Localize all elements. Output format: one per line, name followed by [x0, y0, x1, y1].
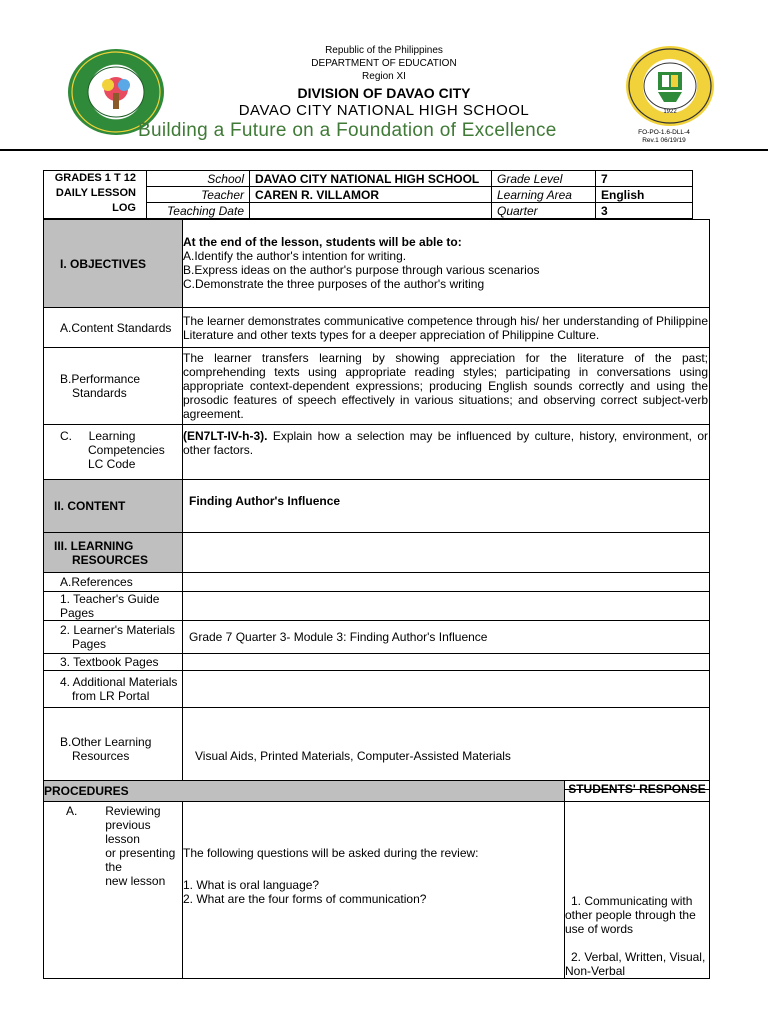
- references-value: [183, 573, 710, 592]
- question-2: 2. What are the four forms of communication?: [183, 892, 427, 906]
- step-letter: A.: [66, 804, 78, 818]
- procedures-table: [43, 780, 710, 979]
- teachers-guide-label: 1. Teacher's Guide Pages: [44, 592, 183, 621]
- objective-c: C.Demonstrate the three purposes of the author's writing: [183, 277, 485, 291]
- students-response-cell: [565, 802, 710, 979]
- learning-area-value: English: [596, 187, 693, 203]
- school-seal-logo: [626, 46, 714, 126]
- objective-a: A.Identify the author's intention for writing.: [183, 249, 407, 263]
- objective-b: B.Express ideas on the author's purpose through various scenarios: [183, 263, 540, 277]
- textbook-pages-value: [183, 654, 710, 671]
- references-label: A.References: [44, 573, 183, 592]
- performance-standards-label: B.Performance Standards: [44, 348, 183, 425]
- grade-level-label: Grade Level: [492, 171, 596, 187]
- school-motto: Building a Future on a Foundation of Excellence: [138, 120, 557, 141]
- other-resources-label: B.Other Learning Resources: [44, 708, 183, 790]
- content-text: Finding Author's Influence: [183, 480, 710, 533]
- lc-code: (EN7LT-IV-h-3).: [183, 429, 268, 443]
- division-title: DIVISION OF DAVAO CITY: [297, 85, 471, 101]
- learning-resources-label: III. LEARNING RESOURCES: [44, 533, 183, 573]
- seal-year: 1922: [663, 109, 677, 115]
- other-resources-value: Visual Aids, Printed Materials, Computer-Assisted Materials: [183, 708, 710, 790]
- teaching-date-value: [250, 203, 492, 219]
- header-rule: [0, 149, 768, 151]
- republic-line: Republic of the Philippines: [325, 45, 443, 56]
- objectives-intro: At the end of the lesson, students will be able to:: [183, 235, 462, 249]
- objectives-cell: [183, 220, 710, 308]
- content-standards-label: A.Content Standards: [44, 308, 183, 348]
- grade-level-value: 7: [596, 171, 693, 187]
- learning-area-label: Learning Area: [492, 187, 596, 203]
- teaching-date-label: Teaching Date: [147, 203, 250, 219]
- procedures-header: PROCEDURES: [44, 781, 565, 802]
- question-1: 1. What is oral language?: [183, 878, 320, 892]
- competencies-text: [183, 425, 710, 480]
- teacher-value: CAREN R. VILLAMOR: [250, 187, 492, 203]
- learning-resources-value: [183, 533, 710, 573]
- school-title: DAVAO CITY NATIONAL HIGH SCHOOL: [238, 102, 530, 119]
- textbook-pages-label: 3. Textbook Pages: [44, 654, 183, 671]
- content-label: II. CONTENT: [44, 480, 183, 533]
- department-line: DEPARTMENT OF EDUCATION: [311, 58, 457, 69]
- quarter-value: 3: [596, 203, 693, 219]
- additional-materials-label: 4. Additional Materials from LR Portal: [44, 671, 183, 708]
- log-title: GRADES 1 T 12 DAILY LESSON LOG: [44, 171, 147, 219]
- competencies-label: C. Learning Competencies LC Code: [44, 425, 183, 480]
- form-revision: Rev.1 06/19/19: [642, 137, 686, 144]
- response-1: 1. Communicating with other people through the use of words: [565, 894, 696, 936]
- lesson-table: [43, 219, 710, 790]
- school-value: DAVAO CITY NATIONAL HIGH SCHOOL: [250, 171, 492, 187]
- region-line: Region XI: [362, 71, 406, 82]
- additional-materials-value: [183, 671, 710, 708]
- learners-materials-value: Grade 7 Quarter 3- Module 3: Finding Author's Influence: [183, 621, 710, 654]
- response-2: 2. Verbal, Written, Visual, Non-Verbal: [565, 950, 706, 978]
- quarter-label: Quarter: [492, 203, 596, 219]
- performance-standards-text: The learner transfers learning by showing appreciation for the literature of the past; comprehending texts using appropriate reading styles; participating in conversations using appropriate context-dependent expressions; producing English sounds correctly and using the prosodic features of speech effectively in various situations; and observing correct subject-verb agreement.: [183, 348, 710, 425]
- school-label: School: [147, 171, 250, 187]
- info-table: [43, 170, 693, 219]
- objectives-label: I. OBJECTIVES: [44, 220, 183, 308]
- review-intro: The following questions will be asked during the review:: [183, 846, 479, 860]
- learners-materials-label: 2. Learner's Materials Pages: [44, 621, 183, 654]
- teacher-label: Teacher: [147, 187, 250, 203]
- teachers-guide-value: [183, 592, 710, 621]
- content-standards-text: The learner demonstrates communicative competence through his/ her understanding of Philippine Literature and other texts types for a deeper appreciation of Philippine Culture.: [183, 308, 710, 348]
- competency-description: Explain how a selection may be influenced by culture, history, environment, or other factors.: [183, 429, 708, 457]
- step-a-label: A. Reviewing previous lesson or presenting the new lesson: [44, 802, 183, 979]
- students-response-header: STUDENTS' RESPONSE: [565, 781, 710, 802]
- form-code: FO-PO-1.6-DLL-4: [638, 129, 690, 136]
- review-questions: [183, 802, 565, 979]
